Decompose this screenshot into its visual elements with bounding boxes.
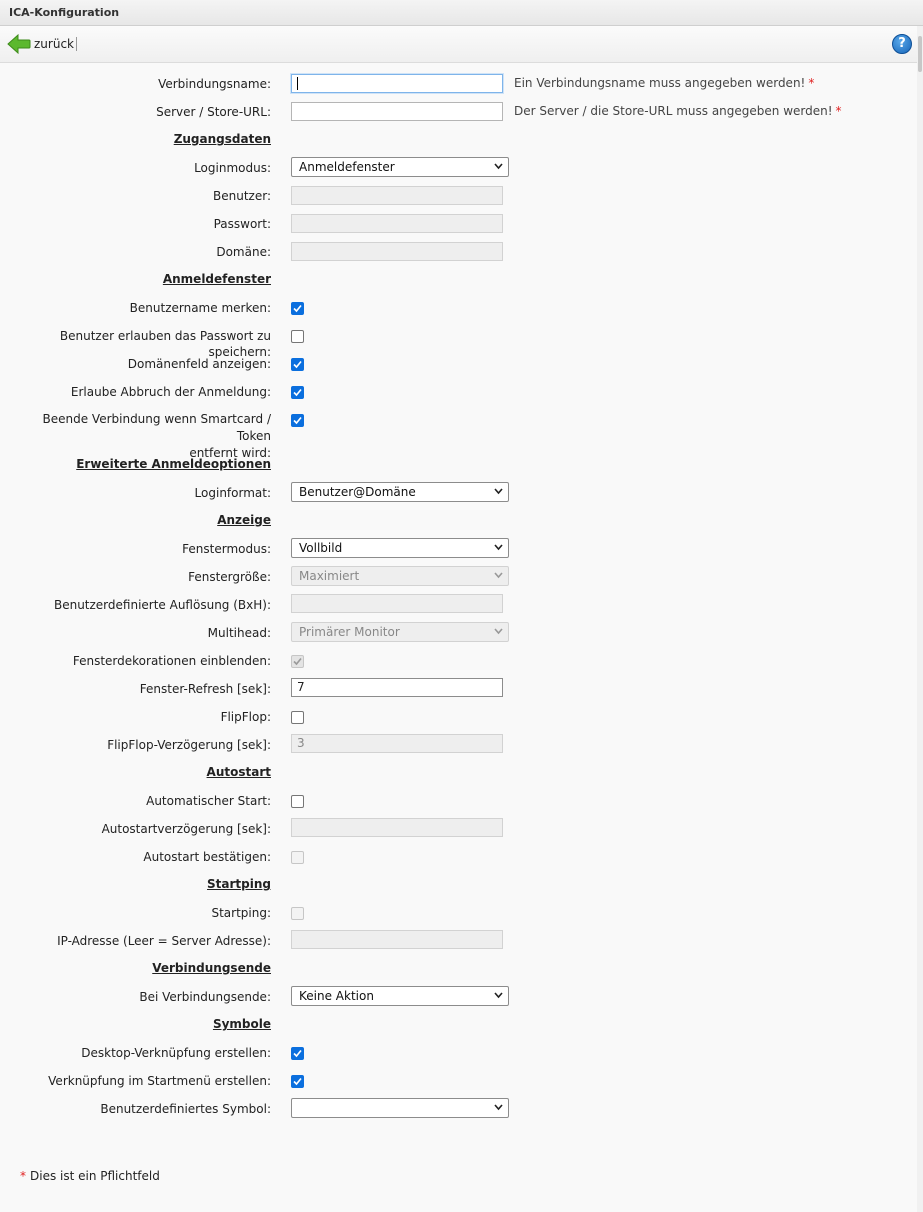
checkmark-icon [293,1077,302,1086]
checkmark-icon [293,388,302,397]
section-erweiterte-anmeldeoptionen: Erweiterte Anmeldeoptionen [76,457,271,471]
flipflop-delay-label: FlipFlop-Verzögerung [sek]: [107,738,271,752]
fenstermodus-value: Vollbild [299,541,343,555]
text-cursor [297,77,298,90]
fenstermodus-label: Fenstermodus: [182,542,271,556]
refresh-label: Fenster-Refresh [sek]: [139,682,271,696]
window-title: ICA-Konfiguration [9,6,120,19]
checkmark-icon [293,657,302,666]
section-autostart: Autostart [206,765,271,779]
desktop-link-label: Desktop-Verknüpfung erstellen: [81,1046,271,1060]
flipflop-delay-input[interactable]: 3 [291,734,503,753]
passwort-speichern-label: Benutzer erlauben das Passwort zu speichern: [59,329,271,359]
fenstergroesse-label: Fenstergröße: [188,570,271,584]
ip-input[interactable] [291,930,503,949]
benutzer-label: Benutzer: [213,189,271,203]
scrollbar-track[interactable] [917,26,923,1212]
verbindungsname-input[interactable] [291,74,503,93]
passwort-input[interactable] [291,214,503,233]
passwort-speichern-checkbox[interactable] [291,330,304,343]
verbindungsname-hint [514,76,814,90]
smartcard-label [6,411,271,462]
custom-icon-select[interactable] [291,1098,509,1118]
multihead-value: Primärer Monitor [299,625,400,639]
refresh-input[interactable]: 7 [291,678,503,697]
required-marker: * [20,1169,26,1183]
bei-ende-select[interactable] [291,986,509,1006]
required-marker: * [835,104,842,118]
dekorationen-label: Fensterdekorationen einblenden: [72,654,271,668]
smartcard-checkbox[interactable] [291,414,304,427]
startmenu-link-checkbox[interactable] [291,1075,304,1088]
chevron-down-icon [494,1104,503,1111]
server-hint [514,104,842,118]
required-footnote-text: Dies ist ein Pflichtfeld [30,1169,160,1183]
bei-ende-value: Keine Aktion [299,989,374,1003]
title-bar [0,0,923,26]
multihead-select[interactable] [291,622,509,642]
chevron-down-icon [494,628,503,635]
loginformat-select[interactable] [291,482,509,502]
section-verbindungsende: Verbindungsende [152,961,271,975]
passwort-label: Passwort: [213,217,271,231]
toolbar [0,26,923,63]
multihead-label: Multihead: [207,626,271,640]
required-footnote [20,1169,160,1183]
dekorationen-checkbox[interactable] [291,655,304,668]
auto-confirm-checkbox[interactable] [291,851,304,864]
loginmodus-label: Loginmodus: [194,161,271,175]
bei-ende-label: Bei Verbindungsende: [139,990,271,1004]
fenstergroesse-select[interactable] [291,566,509,586]
section-startping: Startping [207,877,271,891]
abbruch-checkbox[interactable] [291,386,304,399]
chevron-down-icon [494,163,503,170]
section-symbole: Symbole [212,1017,271,1031]
auto-delay-label: Autostartverzögerung [sek]: [101,822,271,836]
required-marker: * [808,76,815,90]
benutzername-merken-label: Benutzername merken: [129,301,271,315]
aufloesung-input[interactable] [291,594,503,613]
verbindungsname-label: Verbindungsname: [158,77,271,91]
loginmodus-select[interactable] [291,157,509,177]
startping-label: Startping: [211,906,271,920]
toolbar-separator [76,37,77,51]
desktop-link-checkbox[interactable] [291,1047,304,1060]
back-arrow-icon [7,34,31,54]
checkmark-icon [293,1049,302,1058]
smartcard-label-line1: Beende Verbindung wenn Smartcard / Token [42,412,271,443]
server-input[interactable] [291,102,503,121]
section-anmeldefenster: Anmeldefenster [162,272,271,286]
checkmark-icon [293,416,302,425]
chevron-down-icon [494,992,503,999]
domaene-input[interactable] [291,242,503,261]
verbindungsname-hint-text: Ein Verbindungsname muss angegeben werden! [514,76,806,90]
fenstermodus-select[interactable] [291,538,509,558]
startmenu-link-label: Verknüpfung im Startmenü erstellen: [48,1074,271,1088]
loginformat-value: Benutzer@Domäne [299,485,416,499]
abbruch-label: Erlaube Abbruch der Anmeldung: [70,385,271,399]
auto-start-checkbox[interactable] [291,795,304,808]
section-zugangsdaten: Zugangsdaten [173,132,271,146]
aufloesung-label: Benutzerdefinierte Auflösung (BxH): [53,598,271,612]
chevron-down-icon [494,544,503,551]
domaenenfeld-checkbox[interactable] [291,358,304,371]
back-label: zurück [34,37,74,51]
scrollbar-thumb[interactable] [918,36,922,72]
flipflop-label: FlipFlop: [220,710,271,724]
checkmark-icon [293,304,302,313]
ip-label: IP-Adresse (Leer = Server Adresse): [57,934,271,948]
custom-icon-label: Benutzerdefiniertes Symbol: [100,1102,271,1116]
chevron-down-icon [494,572,503,579]
domaenenfeld-label: Domänenfeld anzeigen: [127,357,271,371]
auto-start-label: Automatischer Start: [146,794,271,808]
fenstergroesse-value: Maximiert [299,569,360,583]
auto-confirm-label: Autostart bestätigen: [143,850,271,864]
checkmark-icon [293,360,302,369]
help-icon[interactable]: ? [892,34,912,54]
smartcard-label-line2: entfernt wird: [189,446,271,460]
benutzer-input[interactable] [291,186,503,205]
loginformat-label: Loginformat: [194,486,271,500]
server-hint-text: Der Server / die Store-URL muss angegeben werden! [514,104,833,118]
chevron-down-icon [494,488,503,495]
domaene-label: Domäne: [216,245,271,259]
benutzername-merken-checkbox[interactable] [291,302,304,315]
loginmodus-value: Anmeldefenster [299,160,395,174]
auto-delay-input[interactable] [291,818,503,837]
flipflop-checkbox[interactable] [291,711,304,724]
section-anzeige: Anzeige [217,513,271,527]
startping-checkbox[interactable] [291,907,304,920]
back-button[interactable] [7,34,74,54]
server-label: Server / Store-URL: [156,105,271,119]
